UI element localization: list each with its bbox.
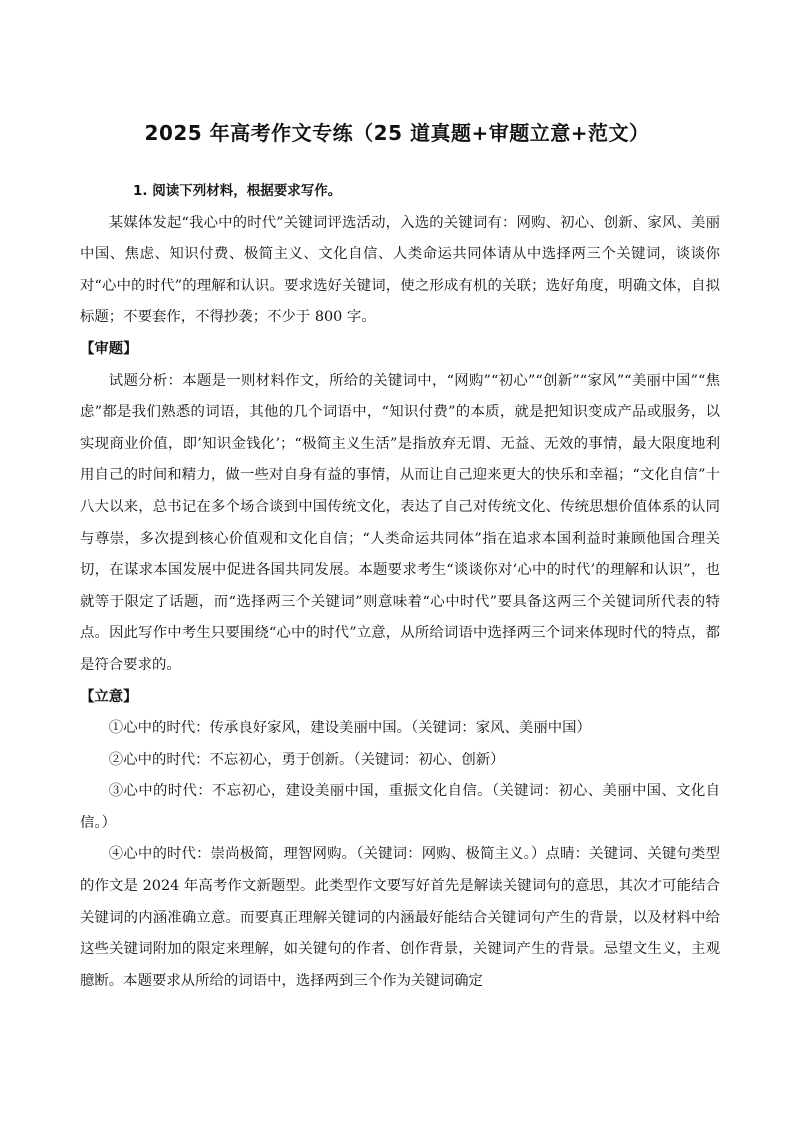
section-idea-heading: 【立意】 — [80, 688, 138, 705]
document-body — [80, 176, 720, 997]
page-title: 2025 年高考作文专练（25 道真题+审题立意+范文） — [144, 121, 650, 145]
section-review-heading: 【审题】 — [80, 340, 138, 357]
idea-item-2: ②心中的时代：不忘初心，勇于创新。（关键词：初心、创新） — [108, 751, 505, 768]
analysis-paragraph: 试题分析：本题是一则材料作文，所给的关键词中，“网购”“初心”“创新”“家风”“美丽中国”“焦虑”都是我们熟悉的词语，其他的几个词语中，“知识付费”的本质，就是把知识变成产品或服务，以实现商业价值，即’知识金钱化’；“极简主义生活”是指放弃无谓、无益、无效的事情，最大限度地利用自己的时间和精力，做一些对自身有益的事情，从而让自己迎来更大的快乐和幸福；“文化自信”十八大以来，总书记在多个场合谈到中国传统文化，表达了自己对传统文化、传统思想价值体系的认同与尊崇，多次提到核心价值观和文化自信；“人类命运共同体”指在追求本国利益时兼顾他国合理关切，在谋求本国发展中促进各国共同发展。本题要求考生“谈谈你对‘心中的时代’的理解和认识”，也就等于限定了话题，而“选择两三个关键词”则意味着“心中时代”要具备这两三个关键词所代表的特点。因此写作中考生只要围绕“心中的时代”立意，从所给词语中选择两三个词来体现时代的特点，都是符合要求的。 — [80, 372, 720, 673]
idea-item-4-comment: ④心中的时代：崇尚极简，理智网购。（关键词：网购、极简主义。）点睛：关键词、关键句类型的作文是 2024 年高考作文新题型。此类型作文要写好首先是解读关键词句的意思，其次才可能结合关键词的内涵准确立意。而要真正理解关键词的内涵最好能结合关键词句产生的背景，以及材料中给这些关键词附加的限定来理解，如关键句的作者、创作背景，关键词产生的背景。忌望文生义，主观臆断。本题要求从所给的词语中，选择两到三个作为关键词确定 — [80, 846, 720, 989]
question-heading: 1. 阅读下列材料，根据要求写作。 — [133, 183, 342, 199]
material-paragraph: 某媒体发起“我心中的时代”关键词评选活动，入选的关键词有：网购、初心、创新、家风、美丽中国、焦虑、知识付费、极简主义、文化自信、人类命运共同体请从中选择两三个关键词，谈谈你对“心中的时代”的理解和认识。要求选好关键词，使之形成有机的关联；选好角度，明确文体，自拟标题；不要套作，不得抄袭；不少于 800 字。 — [80, 214, 720, 326]
idea-item-3: ③心中的时代：不忘初心，建设美丽中国，重振文化自信。（关键词：初心、美丽中国、文化自信。） — [80, 783, 720, 831]
idea-item-1: ①心中的时代：传承良好家风，建设美丽中国。（关键词：家风、美丽中国） — [108, 720, 591, 737]
